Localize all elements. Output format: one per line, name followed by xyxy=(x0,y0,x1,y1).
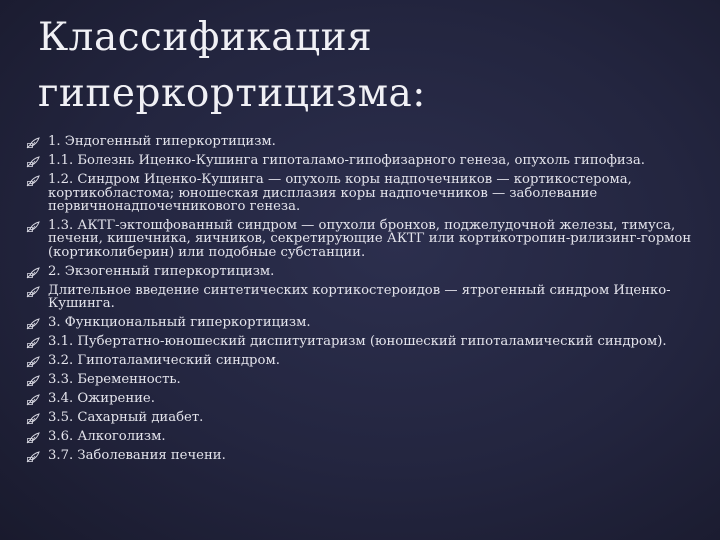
list-item xyxy=(24,411,714,425)
list-item xyxy=(24,335,714,349)
quill-pen-icon xyxy=(24,265,48,279)
list-item-text: 3.1. Пубертатно-юношеский диспитуитаризм (юношеский гипоталамический синдром). xyxy=(48,333,667,349)
quill-pen-icon xyxy=(24,392,48,406)
list-item xyxy=(24,373,714,387)
title-line-1: Классификация xyxy=(38,15,373,60)
bullet-list xyxy=(24,135,714,468)
quill-pen-icon xyxy=(24,411,48,425)
quill-pen-icon xyxy=(24,173,48,187)
slide-title xyxy=(38,10,598,122)
list-item xyxy=(24,316,714,330)
title-line-2: гиперкортицизма: xyxy=(38,71,426,116)
list-item-text: Длительное введение синтетических кортикостероидов — ятрогенный синдром Иценко-Кушинга. xyxy=(48,282,671,312)
quill-pen-icon xyxy=(24,430,48,444)
quill-pen-icon xyxy=(24,354,48,368)
quill-pen-icon xyxy=(24,316,48,330)
quill-pen-icon xyxy=(24,449,48,463)
list-item xyxy=(24,392,714,406)
quill-pen-icon xyxy=(24,373,48,387)
quill-pen-icon xyxy=(24,284,48,298)
list-item-text: 3.5. Сахарный диабет. xyxy=(48,409,204,425)
list-item-text: 1.3. АКТГ-эктошфованный синдром — опухоли бронхов, поджелудочной железы, тимуса, печени, кишечника, яичников, секретирующие АКТГ или кортикотропин-рилизинг-гормон (кортиколиберин) или подобные субстанции. xyxy=(48,217,692,260)
quill-pen-icon xyxy=(24,335,48,349)
list-item-text: 2. Экзогенный гиперкортицизм. xyxy=(48,263,275,279)
list-item xyxy=(24,449,714,463)
list-item-text: 3.2. Гипоталамический синдром. xyxy=(48,352,280,368)
list-item xyxy=(24,354,714,368)
list-item xyxy=(24,284,714,311)
list-item-text: 1.2. Синдром Иценко-Кушинга — опухоль коры надпочечников — кортикостерома, кортикобластома; юношеская дисплазия коры надпочечников — заболевание первичнонадпочечникового генеза. xyxy=(48,172,632,215)
list-item-text: 3.6. Алкоголизм. xyxy=(48,428,166,444)
list-item-text: 3.3. Беременность. xyxy=(48,371,181,387)
list-item xyxy=(24,154,714,168)
list-item-text: 1.1. Болезнь Иценко-Кушинга гипоталамо-гипофизарного генеза, опухоль гипофиза. xyxy=(48,153,645,168)
list-item-text: 1. Эндогенный гиперкортицизм. xyxy=(48,134,276,149)
quill-pen-icon xyxy=(24,135,48,149)
list-item xyxy=(24,173,714,214)
list-item xyxy=(24,219,714,260)
list-item-text: 3.4. Ожирение. xyxy=(48,390,155,406)
quill-pen-icon xyxy=(24,219,48,233)
list-item xyxy=(24,430,714,444)
list-item-text: 3.7. Заболевания печени. xyxy=(48,447,226,463)
quill-pen-icon xyxy=(24,154,48,168)
list-item-text: 3. Функциональный гиперкортицизм. xyxy=(48,314,311,330)
list-item xyxy=(24,265,714,279)
list-item xyxy=(24,135,714,149)
